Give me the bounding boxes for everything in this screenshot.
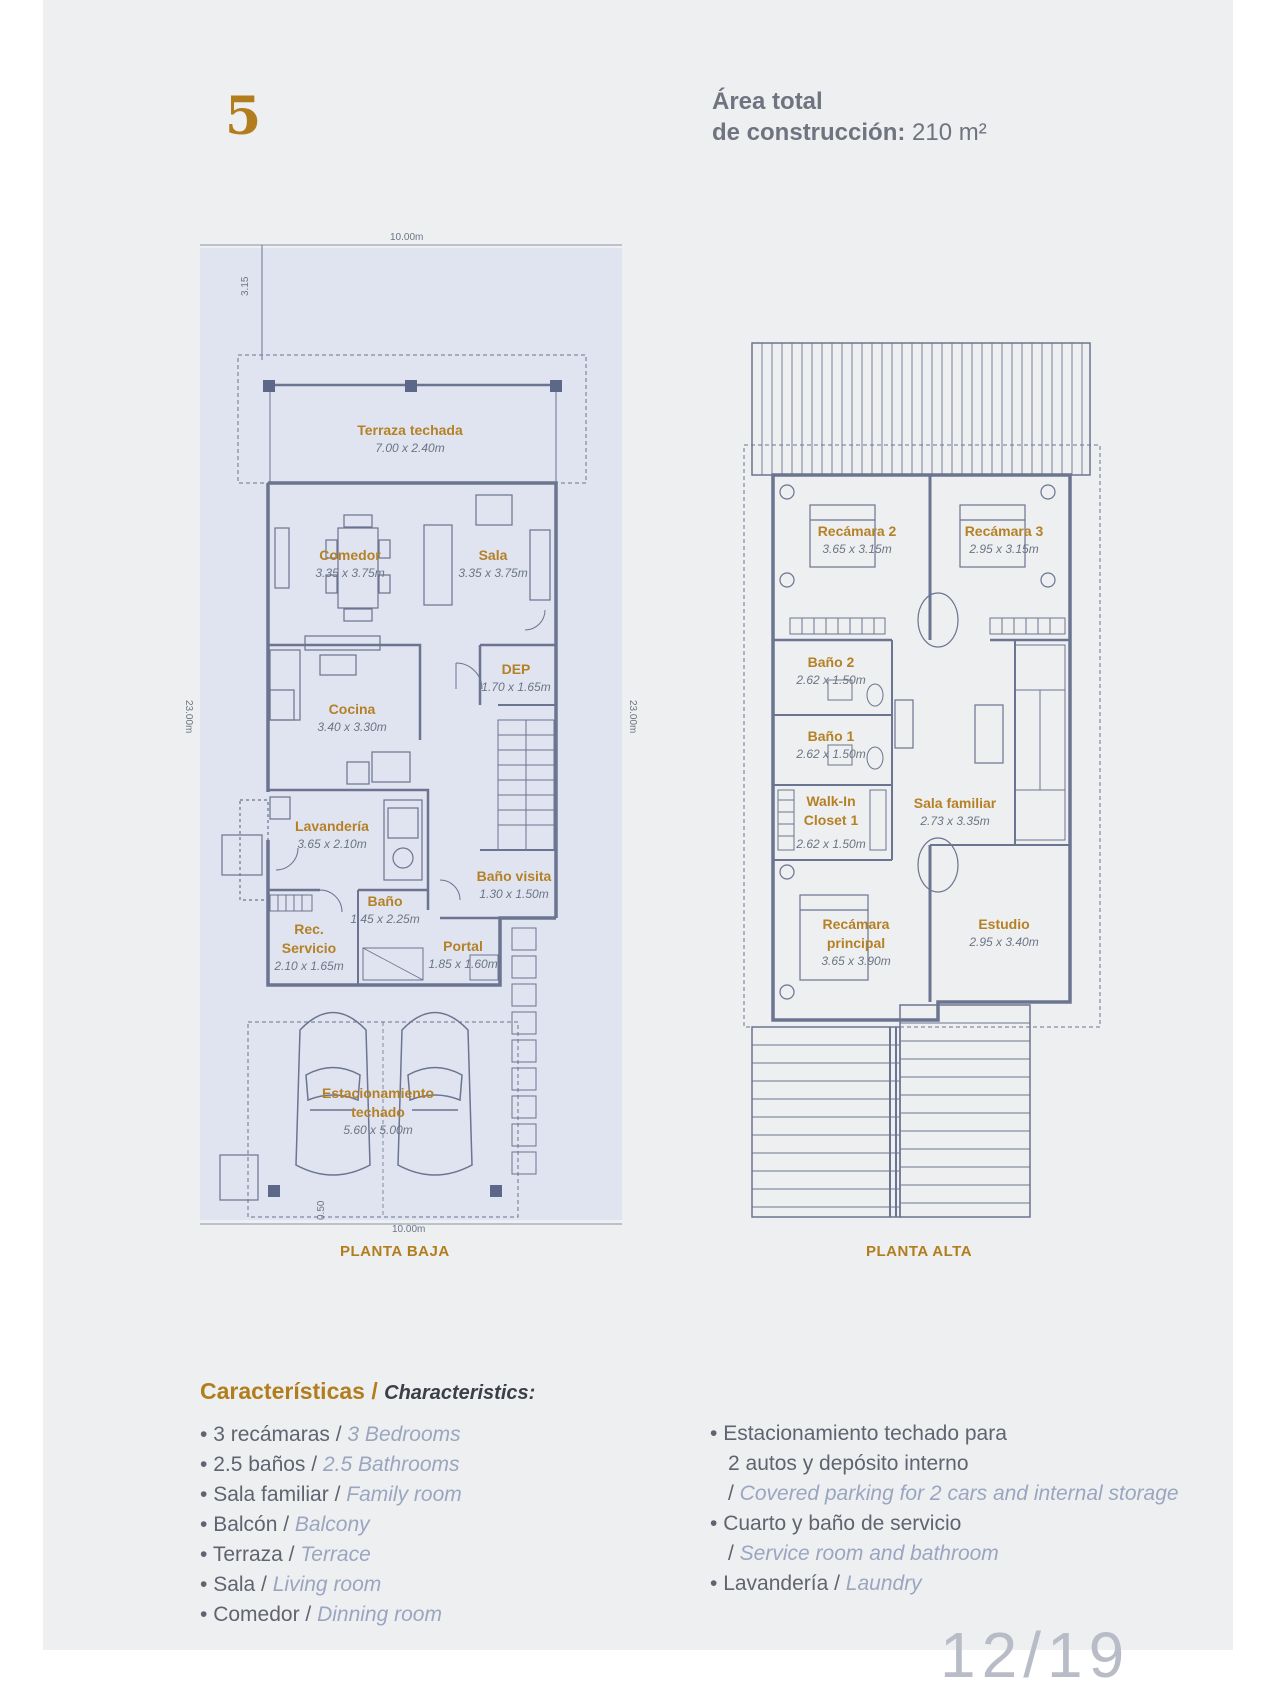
bed-recamara-principal xyxy=(780,865,868,999)
page-number: 12/19 xyxy=(940,1619,1131,1691)
list-item: • 3 recámaras / 3 Bedrooms xyxy=(200,1423,461,1446)
room-dep: DEP xyxy=(501,661,531,677)
model-number: 5 xyxy=(225,86,262,147)
dim-left: 23.00m xyxy=(183,700,194,734)
characteristics-title-en: Characteristics xyxy=(384,1382,529,1404)
room-rec-servicio-dim: 2.10 x 1.65m xyxy=(274,959,344,973)
room-recamara-2: Recámara 2 xyxy=(817,523,897,539)
dim-right: 23.00m xyxy=(627,700,638,734)
room-bano-visita: Baño visita xyxy=(476,868,552,884)
characteristics-title-es: Características xyxy=(200,1378,365,1404)
list-item: 2 autos y depósito interno xyxy=(728,1452,969,1475)
room-bano: Baño xyxy=(367,893,403,909)
room-recamara-principal-1: Recámara xyxy=(822,916,890,932)
room-recamara-2-dim: 3.65 x 3.15m xyxy=(822,542,892,556)
family-room-furniture xyxy=(895,593,1003,892)
list-item: • Balcón / Balcony xyxy=(200,1513,370,1536)
room-estudio: Estudio xyxy=(978,916,1030,932)
dim-bottom: 10.00m xyxy=(392,1224,426,1235)
room-sala: Sala xyxy=(478,547,508,563)
area-line1: Área total xyxy=(712,88,823,115)
room-terraza: Terraza techada xyxy=(357,422,463,438)
list-item: • 2.5 baños / 2.5 Bathrooms xyxy=(200,1453,460,1476)
characteristics-title: Características / Characteristics: xyxy=(200,1378,536,1404)
room-walk-in-dim: 2.62 x 1.50m xyxy=(796,837,866,851)
list-item: • Cuarto y baño de servicio xyxy=(710,1512,962,1535)
room-estacionamiento-1: Estacionamiento xyxy=(321,1085,435,1101)
room-portal-dim: 1.85 x 1.60m xyxy=(428,957,498,971)
room-sala-dim: 3.35 x 3.75m xyxy=(458,566,528,580)
balconies xyxy=(752,1005,1030,1217)
characteristics-left-list xyxy=(200,1420,462,1630)
room-cocina: Cocina xyxy=(328,701,376,717)
room-sala-familiar: Sala familiar xyxy=(913,795,997,811)
dim-small: 0.50 xyxy=(316,1200,327,1220)
list-item: • Sala / Living room xyxy=(200,1573,382,1596)
list-item: • Lavandería / Laundry xyxy=(710,1572,922,1595)
dim-top: 10.00m xyxy=(390,232,424,243)
room-lavanderia-dim: 3.65 x 2.10m xyxy=(297,837,367,851)
characteristics-right-list xyxy=(710,1419,1179,1599)
room-cocina-dim: 3.40 x 3.30m xyxy=(317,720,387,734)
dim-setback: 3.15 xyxy=(240,276,251,296)
room-portal: Portal xyxy=(443,938,483,954)
area-line2: de construcción: xyxy=(712,119,906,146)
room-bano-2-dim: 2.62 x 1.50m xyxy=(796,673,866,687)
room-sala-familiar-dim: 2.73 x 3.35m xyxy=(920,814,990,828)
list-item: / Covered parking for 2 cars and internal storage xyxy=(728,1482,1179,1505)
room-comedor: Comedor xyxy=(319,547,381,563)
room-estudio-dim: 2.95 x 3.40m xyxy=(969,935,1039,949)
room-walk-in-2: Closet 1 xyxy=(803,812,859,828)
list-item: • Terraza / Terrace xyxy=(200,1543,371,1566)
list-item: • Sala familiar / Family room xyxy=(200,1483,462,1506)
room-recamara-principal-dim: 3.65 x 3.90m xyxy=(821,954,891,968)
room-bano-1-dim: 2.62 x 1.50m xyxy=(796,747,866,761)
room-dep-dim: 1.70 x 1.65m xyxy=(481,680,551,694)
room-rec-servicio-1: Rec. xyxy=(294,921,324,937)
room-comedor-dim: 3.35 x 3.75m xyxy=(315,566,385,580)
upper-roof xyxy=(752,343,1090,475)
room-lavanderia: Lavandería xyxy=(295,818,369,834)
plan-label-upper: PLANTA ALTA xyxy=(866,1243,973,1260)
room-recamara-3-dim: 2.95 x 3.15m xyxy=(969,542,1039,556)
room-rec-servicio-2: Servicio xyxy=(281,940,337,956)
plan-label-ground: PLANTA BAJA xyxy=(340,1243,450,1260)
list-item: • Estacionamiento techado para xyxy=(710,1422,1007,1445)
list-item: / Service room and bathroom xyxy=(728,1542,999,1565)
room-bano-dim: 1.45 x 2.25m xyxy=(350,912,420,926)
area-value: 210 m² xyxy=(912,119,987,146)
room-recamara-principal-2: principal xyxy=(826,935,886,951)
room-estacionamiento-2: techado xyxy=(351,1104,405,1120)
room-bano-visita-dim: 1.30 x 1.50m xyxy=(479,887,549,901)
room-bano-1: Baño 1 xyxy=(807,728,855,744)
room-bano-2: Baño 2 xyxy=(807,654,855,670)
list-item: • Comedor / Dinning room xyxy=(200,1603,442,1626)
room-walk-in-1: Walk-In xyxy=(806,793,856,809)
room-estacionamiento-dim: 5.60 x 5.00m xyxy=(343,1123,413,1137)
room-terraza-dim: 7.00 x 2.40m xyxy=(375,441,445,455)
room-recamara-3: Recámara 3 xyxy=(964,523,1044,539)
